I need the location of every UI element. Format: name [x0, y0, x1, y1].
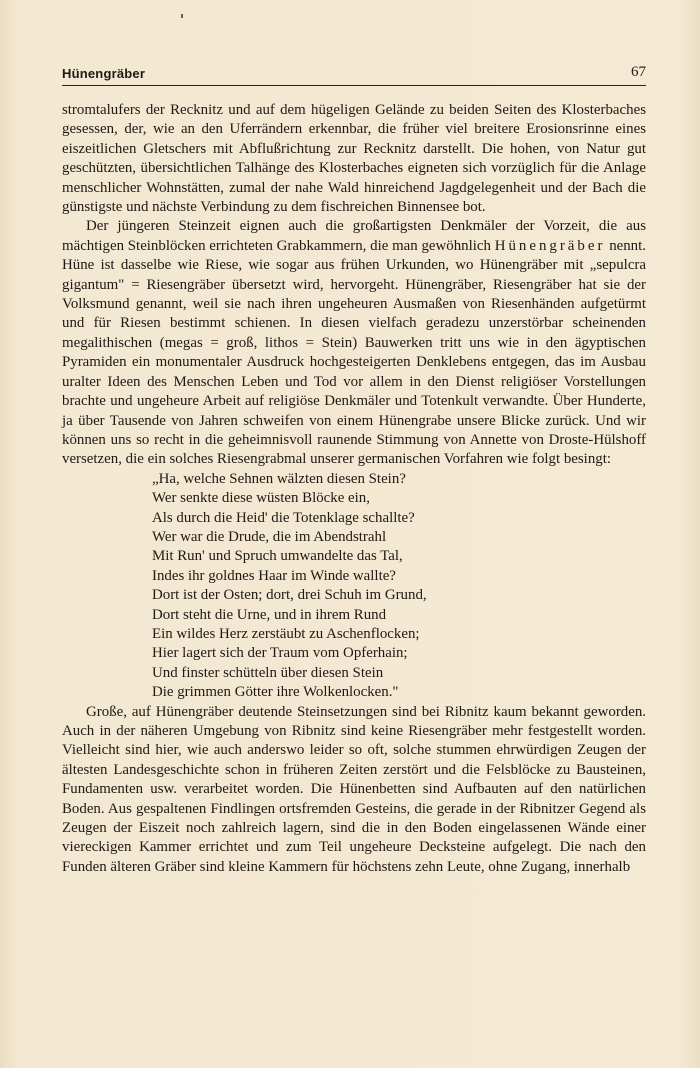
- poem-line: Hier lagert sich der Traum vom Opferhain;: [152, 645, 408, 662]
- poem-line: Dort steht die Urne, und in ihrem Rund: [152, 606, 387, 623]
- running-title: Hünengräber: [62, 66, 146, 81]
- body-text: [62, 101, 646, 877]
- poem-line: Ein wildes Herz zerstäubt zu Aschenflocken;: [152, 625, 420, 642]
- header-rule: [62, 85, 646, 86]
- poem-line: Als durch die Heid' die Totenklage schallte?: [152, 509, 415, 526]
- paragraph-2-rest: nennt. Hüne ist dasselbe wie Riese, wie sogar aus frühen Urkunden, wo Hünengräber mit „sepulcra gigantum" = Riesengräber übersetzt wird, hervorgeht. Hünengräber, Riesengräber hat sie der Volksmund genannt, weil sie nach ihren ungeheuren Ausmaßen von Riesenhänden aufgetürmt und für Riesen bestimmt schienen. In diesen vielfach geradezu unzerstörbar scheinenden megalithischen (megas = groß, lithos = Stein) Bauwerken tritt uns wie in den ägyptischen Pyramiden ein monumentaler Ausdruck hochgesteigerten Denklebens entgegen, das im Ausbau uralter Ideen des Menschen Leben und Tod vor allem in den Dienst religiöser Vorstellungen brachte und ungeheure Arbeit auf religiöse Denkmäler und Totenkult verwandte. Über Hunderte, ja über Tausende von Jahren schweifen von einem Hünengrabe unsere Blicke zurück. Und wir können uns so recht in die geheimnisvoll raunende Stimmung von Annette von Droste-Hülshoff versetzen, die ein solches Riesengrabmal unserer germanischen Vorfahren wie folgt besingt:: [62, 237, 646, 468]
- print-mark: [181, 14, 183, 18]
- paragraph-1: stromtalufers der Recknitz und auf dem hügeligen Gelände zu beiden Seiten des Klosterbaches gesessen, der, wie an den Uferrändern erkennbar, die früher viel breitere Erosionsrinne eines eiszeitlichen Gletschers mit Abflußrichtung zur Recknitz darstellt. Die hohen, von Natur gut geschützten, übersichtlichen Talhänge des Klosterbaches eigneten sich vorzüglich für die Anlage menschlicher Wohnstätten, zumal der nahe Wald hinreichend Jagdgelegenheit und der Bach die günstigste und nächste Verbindung zu dem fischreichen Binnensee bot.: [62, 102, 646, 216]
- page-header: [62, 64, 646, 84]
- spaced-term: Hünengräber: [494, 237, 606, 254]
- page-number: 67: [631, 64, 646, 80]
- paragraph-3: Große, auf Hünengräber deutende Steinsetzungen sind bei Ribnitz kaum bekannt geworden. Auch in der näheren Umgebung von Ribnitz sind keine Riesengräber mehr festgestellt worden. Vielleicht sind hier, wie auch anderswo leider so oft, solche stummen ehrwürdigen Zeugen der ältesten Landesgeschichte schon in früheren Zeiten zerstört und die Felsblöcke zu Bausteinen, Fundamenten usw. verarbeitet worden. Die Hünenbetten sind Aufbauten auf den natürlichen Boden. Aus gespaltenen Findlingen ortsfremden Gesteins, die gerade in der Ribnitzer Gegend als Zeugen der Eiszeit noch zahlreich lagern, sind die in den Boden eingelassenen Wände einer viereckigen Kammer errichtet und zum Teil ungeheure Decksteine aufgelegt. Die nach den Funden älteren Gräber sind kleine Kammern für höchstens zehn Leute, ohne Zugang, innerhalb: [62, 703, 646, 875]
- poem-line: Indes ihr goldnes Haar im Winde wallte?: [152, 567, 396, 584]
- poem-line: Dort ist der Osten; dort, drei Schuh im Grund,: [152, 587, 427, 604]
- paragraph-2: [62, 217, 646, 469]
- poem-line: Und finster schütteln über diesen Stein: [152, 664, 384, 681]
- poem-line: Mit Run' und Spruch umwandelte das Tal,: [152, 548, 403, 565]
- poem: [152, 470, 646, 703]
- poem-line: „Ha, welche Sehnen wälzten diesen Stein?: [152, 470, 406, 487]
- paragraph-2-start: Der jüngeren Steinzeit eignen auch die großartigsten Denkmäler der Vorzeit, die aus mächtigen Steinblöcken errichteten Grabkammern, die man gewöhnlich: [62, 218, 646, 254]
- poem-line: Wer war die Drude, die im Abendstrahl: [152, 528, 387, 545]
- poem-line: Wer senkte diese wüsten Blöcke ein,: [152, 490, 370, 507]
- poem-line: Die grimmen Götter ihre Wolkenlocken.": [152, 684, 399, 701]
